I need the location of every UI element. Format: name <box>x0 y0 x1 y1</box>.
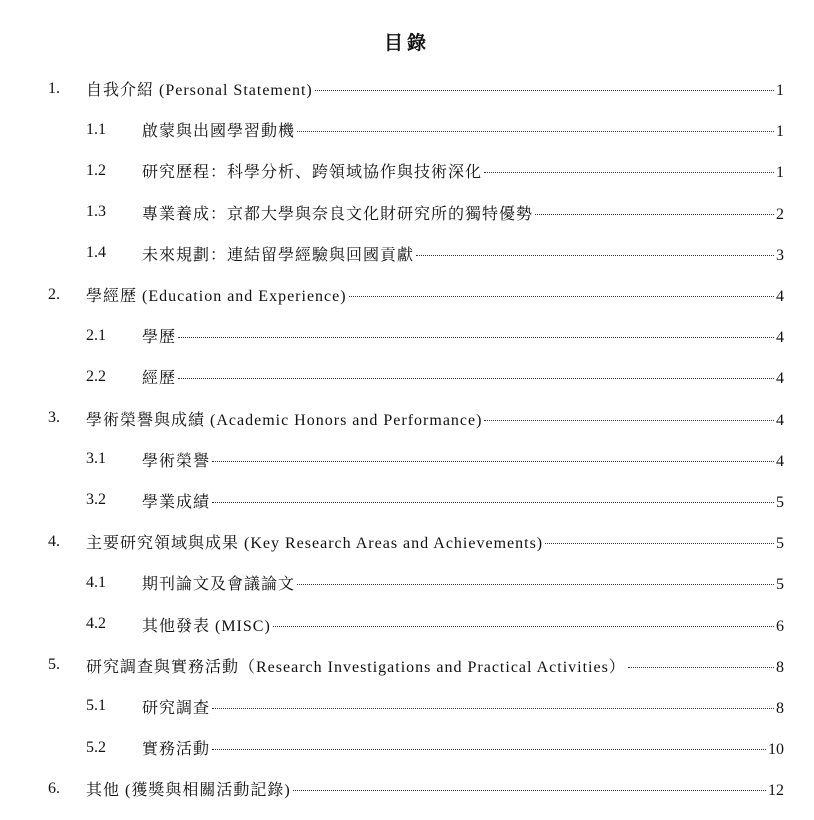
toc-entry[interactable] <box>0 521 814 562</box>
toc-entry-line <box>142 118 784 141</box>
toc-entry[interactable] <box>0 439 814 480</box>
toc-entry-number: 2. <box>48 285 60 303</box>
toc-entry-label: 學業成績 <box>142 493 211 511</box>
toc-entry-page: 10 <box>768 741 784 759</box>
toc-entry-number: 3.1 <box>86 450 106 468</box>
toc-entry-line <box>142 159 784 182</box>
toc-entry-number: 3.2 <box>86 491 106 509</box>
toc-entry[interactable] <box>0 645 814 686</box>
dot-leader <box>212 708 774 709</box>
toc-entry-number: 1.3 <box>86 203 106 221</box>
toc-entry-label: 實務活動 <box>142 741 211 759</box>
toc-entry-page: 5 <box>776 535 784 553</box>
toc-entry-label: 研究調查與實務活動（Research Investigations and Practical Activities） <box>86 658 626 676</box>
toc-entry[interactable] <box>0 356 814 397</box>
toc-entry-page: 5 <box>776 576 784 594</box>
toc-entry-line <box>86 777 784 800</box>
toc-list <box>0 68 814 809</box>
toc-entry-label: 學歷 <box>142 329 177 347</box>
dot-leader <box>273 626 774 627</box>
toc-entry-number: 4. <box>48 532 60 550</box>
dot-leader <box>178 337 774 338</box>
toc-entry-label: 其他發表 (MISC) <box>142 617 271 635</box>
toc-entry-label: 學經歷 (Education and Experience) <box>86 288 347 306</box>
toc-entry-number: 6. <box>48 779 60 797</box>
toc-entry-label: 學術榮譽與成績 (Academic Honors and Performance) <box>86 411 483 429</box>
toc-entry-number: 3. <box>48 409 60 427</box>
toc-entry-page: 3 <box>776 246 784 264</box>
toc-entry-number: 5. <box>48 656 60 674</box>
toc-entry[interactable] <box>0 315 814 356</box>
toc-entry-line <box>86 283 784 306</box>
dot-leader <box>212 461 774 462</box>
toc-title: 目錄 <box>383 33 430 54</box>
toc-entry-line <box>142 324 784 347</box>
toc-entry-label: 研究調查 <box>142 699 211 717</box>
toc-entry-number: 2.1 <box>86 326 106 344</box>
toc-entry-label: 學術榮譽 <box>142 452 211 470</box>
dot-leader <box>178 378 774 379</box>
dot-leader <box>297 131 774 132</box>
toc-entry[interactable] <box>0 398 814 439</box>
toc-entry[interactable] <box>0 109 814 150</box>
toc-entry[interactable] <box>0 686 814 727</box>
toc-entry-number: 1.1 <box>86 120 106 138</box>
toc-entry-line <box>86 407 784 430</box>
toc-entry-page: 12 <box>768 782 784 800</box>
dot-leader <box>349 296 774 297</box>
toc-entry-number: 1. <box>48 79 60 97</box>
toc-entry-label: 經歷 <box>142 370 177 388</box>
toc-entry[interactable] <box>0 233 814 274</box>
dot-leader <box>484 172 774 173</box>
toc-entry-line <box>142 571 784 594</box>
toc-entry-page: 1 <box>776 123 784 141</box>
toc-entry-line <box>86 77 784 100</box>
toc-entry[interactable] <box>0 727 814 768</box>
toc-entry[interactable] <box>0 768 814 809</box>
toc-entry-line <box>142 365 784 388</box>
toc-entry-page: 2 <box>776 205 784 223</box>
toc-entry-page: 1 <box>776 164 784 182</box>
toc-entry-number: 2.2 <box>86 367 106 385</box>
toc-entry-page: 6 <box>776 617 784 635</box>
toc-entry-label: 啟蒙與出國學習動機 <box>142 123 296 141</box>
toc-entry-label: 其他 (獲獎與相關活動記錄) <box>86 782 291 800</box>
dot-leader <box>212 749 766 750</box>
toc-entry[interactable] <box>0 68 814 109</box>
toc-entry-page: 4 <box>776 370 784 388</box>
toc-entry-line <box>142 736 784 759</box>
toc-entry-line <box>86 654 784 677</box>
toc-entry-label: 自我介紹 (Personal Statement) <box>86 82 313 100</box>
toc-entry-line <box>142 613 784 636</box>
toc-entry[interactable] <box>0 150 814 191</box>
toc-entry-page: 8 <box>776 699 784 717</box>
toc-entry[interactable] <box>0 603 814 644</box>
toc-entry-number: 5.2 <box>86 738 106 756</box>
toc-entry-page: 1 <box>776 82 784 100</box>
toc-entry-line <box>86 530 784 553</box>
toc-entry-line <box>142 489 784 512</box>
toc-entry-page: 4 <box>776 411 784 429</box>
toc-entry[interactable] <box>0 192 814 233</box>
toc-entry-page: 4 <box>776 288 784 306</box>
dot-leader <box>628 667 774 668</box>
toc-entry-number: 4.1 <box>86 573 106 591</box>
toc-entry[interactable] <box>0 562 814 603</box>
toc-entry-number: 4.2 <box>86 615 106 633</box>
toc-entry-page: 4 <box>776 329 784 347</box>
toc-entry-line <box>142 242 784 265</box>
toc-entry-line <box>142 695 784 718</box>
toc-entry-page: 4 <box>776 452 784 470</box>
toc-entry-page: 8 <box>776 658 784 676</box>
toc-entry-label: 研究歷程：科學分析、跨領域協作與技術深化 <box>142 164 483 182</box>
toc-entry-label: 主要研究領域與成果 (Key Research Areas and Achievements) <box>86 535 544 553</box>
dot-leader <box>416 255 774 256</box>
dot-leader <box>535 214 774 215</box>
toc-entry-label: 未來規劃：連結留學經驗與回國貢獻 <box>142 246 415 264</box>
toc-entry-line <box>142 448 784 471</box>
dot-leader <box>484 420 774 421</box>
dot-leader <box>293 790 766 791</box>
toc-entry-number: 5.1 <box>86 697 106 715</box>
dot-leader <box>545 543 774 544</box>
toc-entry[interactable] <box>0 274 814 315</box>
toc-entry-label: 專業養成：京都大學與奈良文化財研究所的獨特優勢 <box>142 205 534 223</box>
toc-entry-number: 1.2 <box>86 161 106 179</box>
dot-leader <box>315 90 774 91</box>
toc-entry-number: 1.4 <box>86 244 106 262</box>
toc-entry-page: 5 <box>776 493 784 511</box>
dot-leader <box>212 502 774 503</box>
toc-entry[interactable] <box>0 480 814 521</box>
dot-leader <box>297 584 774 585</box>
toc-entry-label: 期刊論文及會議論文 <box>142 576 296 594</box>
toc-entry-line <box>142 201 784 224</box>
